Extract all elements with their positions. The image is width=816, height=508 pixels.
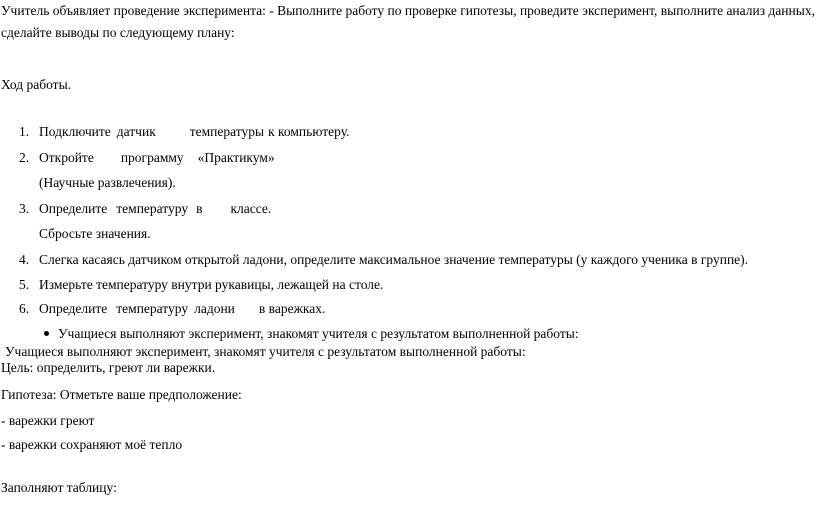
step-1-word: датчик xyxy=(116,124,156,139)
hypothesis-title: Гипотеза: Отметьте ваше предположение: xyxy=(1,387,242,402)
step-6-number: 6. xyxy=(19,301,30,316)
step-1-word: Подключите xyxy=(39,124,111,139)
step-5-text: Измерьте температуру внутри рукавицы, лежащей на столе. xyxy=(39,277,384,292)
bullet-dot-icon xyxy=(44,331,49,336)
hypothesis-option-1: - варежки греют xyxy=(1,413,95,428)
step-6-word: в варежках. xyxy=(258,301,326,316)
step-2-word: программу xyxy=(120,150,184,165)
step-6-word: ладони xyxy=(194,301,235,316)
step-1-word: температуры xyxy=(189,124,265,139)
hypothesis-option-2: - варежки сохраняют моё тепло xyxy=(1,437,183,452)
step-4-number: 4. xyxy=(19,252,30,267)
step-2-text xyxy=(39,150,275,166)
intro-line-2: сделайте выводы по следующему плану: xyxy=(1,25,235,40)
step-3-number: 3. xyxy=(19,201,30,216)
section-heading: Ход работы. xyxy=(1,77,72,92)
step-6-word: Определите xyxy=(39,301,108,316)
step-4-text: Слегка касаясь датчиком открытой ладони, определите максимальное значение температуры (у каждого ученика в группе). xyxy=(39,252,749,267)
step-3-word: классе. xyxy=(230,201,272,216)
step-3-text xyxy=(39,201,271,217)
step-3-continuation: Сбросьте значения. xyxy=(39,226,151,241)
goal-text: Цель: определить, греют ли варежки. xyxy=(1,360,216,375)
step-2-word: Откройте xyxy=(39,150,94,165)
step-1-word: к компьютеру. xyxy=(268,124,350,139)
step-6-text xyxy=(39,301,325,317)
step-3-word: в xyxy=(196,201,203,216)
intro-line-1: Учитель объявляет проведение эксперимента: - Выполните работу по проверке гипотезы, проведите эксперимент, выполните анализ данных, xyxy=(1,3,815,18)
step-2-number: 2. xyxy=(19,150,30,165)
step-2-word: «Практикум» xyxy=(197,150,275,165)
repeat-text: Учащиеся выполняют эксперимент, знакомят учителя с результатом выполненной работы: xyxy=(5,344,526,359)
step-3-word: температуру xyxy=(116,201,189,216)
bullet-text: Учащиеся выполняют эксперимент, знакомят учителя с результатом выполненной работы: xyxy=(58,326,579,341)
step-2-continuation: (Научные развлечения). xyxy=(39,175,176,190)
step-3-word: Определите xyxy=(39,201,108,216)
step-1-number: 1. xyxy=(19,124,30,139)
step-1-text xyxy=(39,124,349,140)
table-prompt: Заполняют таблицу: xyxy=(1,480,117,495)
step-6-word: температуру xyxy=(116,301,189,316)
step-5-number: 5. xyxy=(19,277,30,292)
